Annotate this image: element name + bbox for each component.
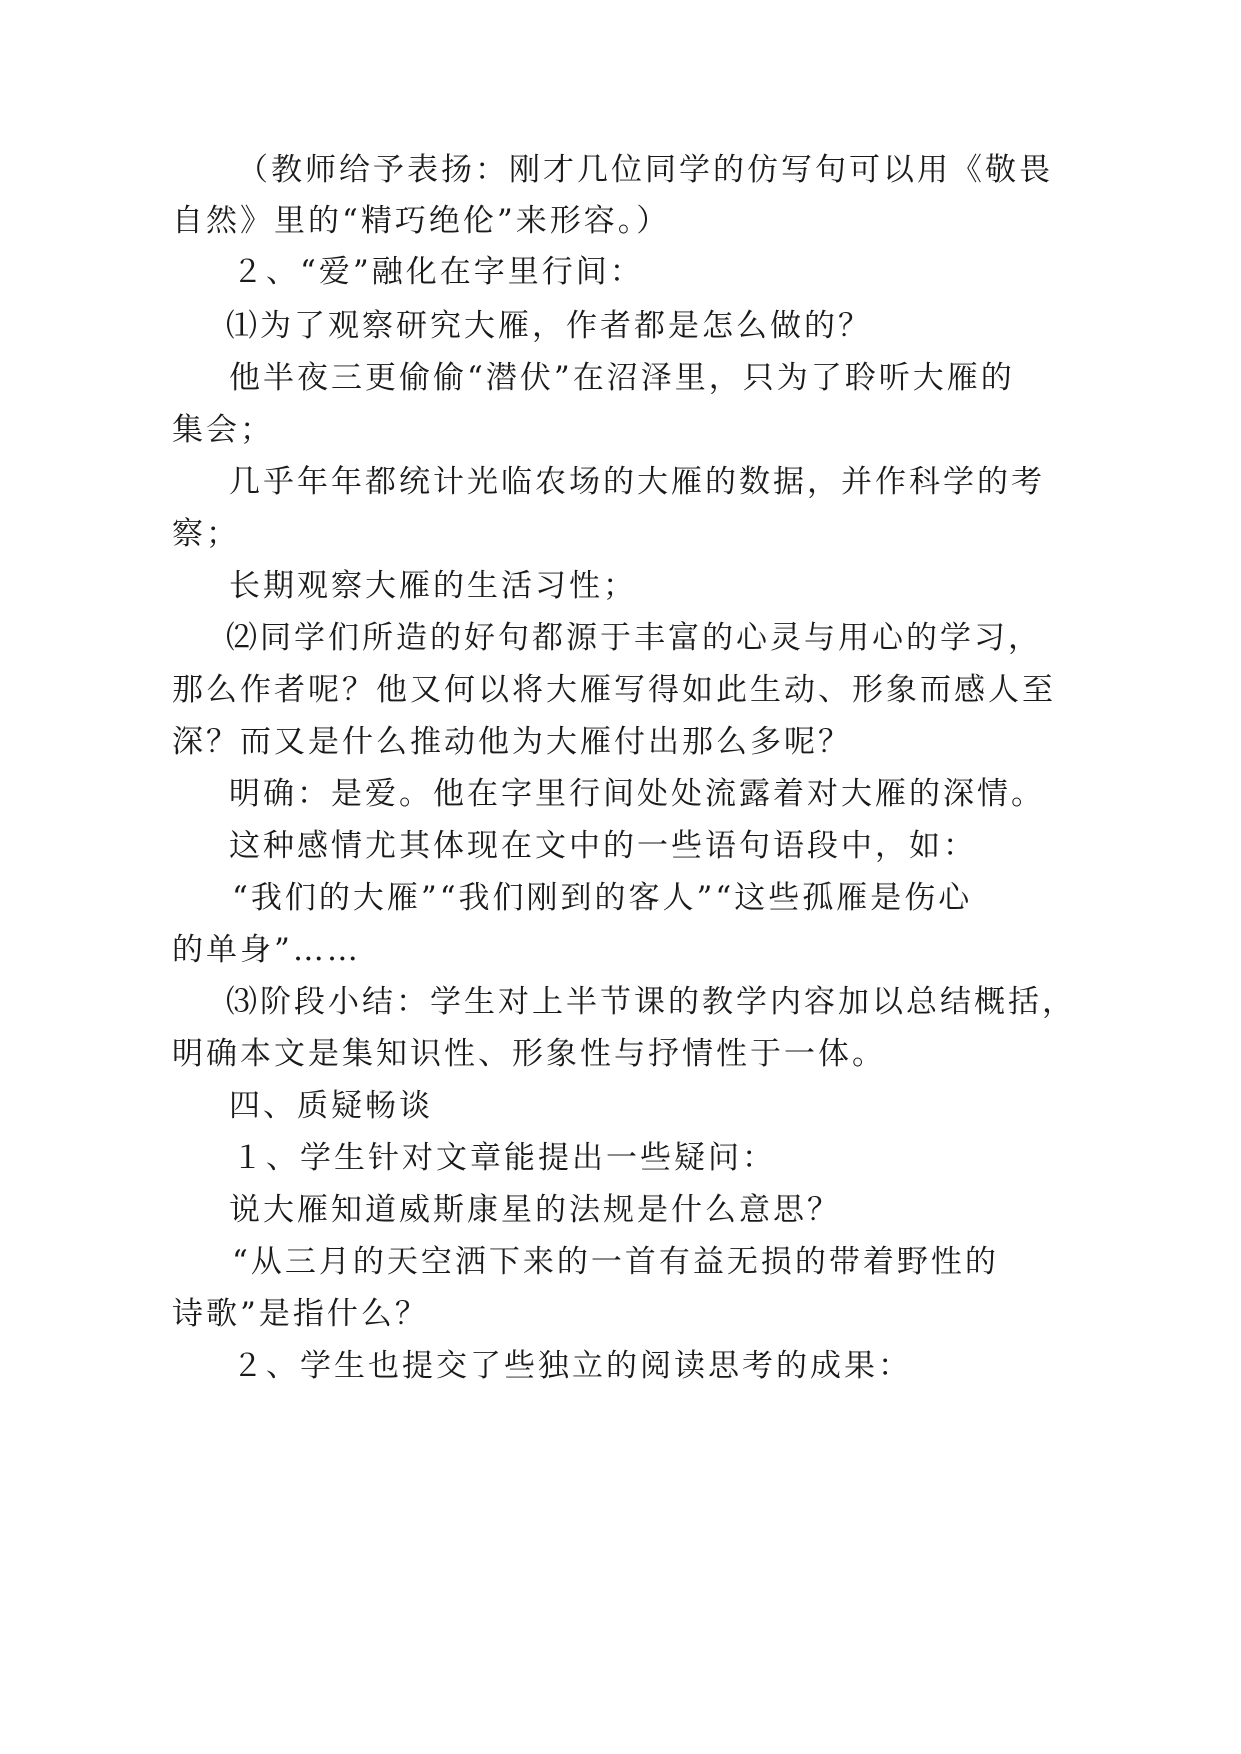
paragraph-line: 长期观察大雁的生活习性； bbox=[229, 568, 637, 604]
paragraph-line: 明确本文是集知识性、形象性与抒情性于一体。 bbox=[172, 1036, 886, 1072]
paragraph-line: 他半夜三更偷偷“潜伏”在沼泽里，只为了聆听大雁的 bbox=[229, 360, 1015, 396]
paragraph-line: 那么作者呢？他又何以将大雁写得如此生动、形象而感人至 bbox=[172, 672, 1056, 708]
paragraph-line: 诗歌”是指什么？ bbox=[172, 1296, 429, 1332]
paragraph-line: ⑵同学们所造的好句都源于丰富的心灵与用心的学习， bbox=[226, 620, 1042, 656]
paragraph-line: 集会； bbox=[172, 412, 274, 448]
paragraph-line: 这种感情尤其体现在文中的一些语句语段中，如： bbox=[229, 828, 977, 864]
section-heading: ２、学生也提交了些独立的阅读思考的成果： bbox=[232, 1348, 912, 1384]
paragraph-line: 察； bbox=[172, 516, 240, 552]
section-heading: 四、质疑畅谈 bbox=[229, 1088, 433, 1124]
paragraph-line: 说大雁知道威斯康星的法规是什么意思？ bbox=[229, 1192, 841, 1228]
paragraph-line: （教师给予表扬：刚才几位同学的仿写句可以用《敬畏 bbox=[237, 152, 1053, 188]
paragraph-line: ⑶阶段小结：学生对上半节课的教学内容加以总结概括， bbox=[226, 984, 1076, 1020]
paragraph-line: 的单身”…… bbox=[172, 932, 361, 968]
section-heading: ２、“爱”融化在字里行间： bbox=[232, 254, 644, 290]
paragraph-line: 明确：是爱。他在字里行间处处流露着对大雁的深情。 bbox=[229, 776, 1045, 812]
paragraph-line: ⑴为了观察研究大雁，作者都是怎么做的？ bbox=[226, 308, 872, 344]
paragraph-line: 深？而又是什么推动他为大雁付出那么多呢？ bbox=[172, 724, 852, 760]
paragraph-line: 几乎年年都统计光临农场的大雁的数据，并作科学的考 bbox=[229, 464, 1045, 500]
paragraph-line: 自然》里的“精巧绝伦”来形容。） bbox=[172, 203, 671, 239]
paragraph-line: “我们的大雁”“我们刚到的客人”“这些孤雁是伤心 bbox=[232, 880, 973, 916]
section-heading: １、学生针对文章能提出一些疑问： bbox=[232, 1140, 776, 1176]
paragraph-line: “从三月的天空洒下来的一首有益无损的带着野性的 bbox=[232, 1244, 999, 1280]
